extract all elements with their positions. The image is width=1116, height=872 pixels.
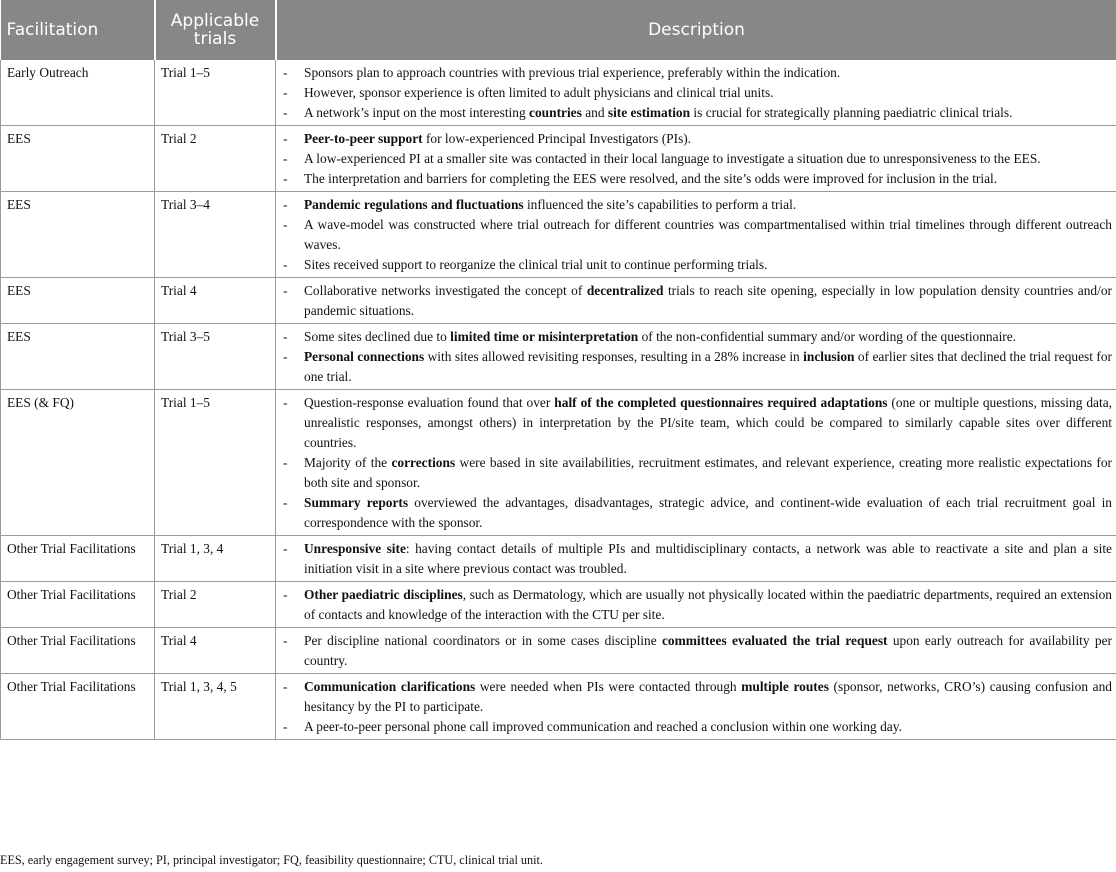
description-list: [282, 195, 1112, 275]
table-row: [1, 192, 1116, 278]
text-segment: However, sponsor experience is often limited to adult physicians and clinical trial units.: [304, 85, 774, 100]
text-segment: were needed when PIs were contacted through: [475, 679, 742, 694]
text-segment: is crucial for strategically planning paediatric clinical trials.: [690, 105, 1013, 120]
description-list: [282, 327, 1112, 387]
description-item: [282, 347, 1112, 387]
facilitation-cell: Other Trial Facilitations: [1, 536, 155, 582]
table-row: [1, 126, 1116, 192]
bullet-dash: -: [283, 455, 288, 470]
description-item: [282, 717, 1112, 737]
description-item: [282, 281, 1112, 321]
description-cell: [276, 126, 1116, 192]
facilitation-cell: EES: [1, 192, 155, 278]
bold-text: inclusion: [803, 349, 855, 364]
description-item: [282, 149, 1112, 169]
bullet-dash: -: [283, 587, 288, 602]
bold-text: site estimation: [607, 105, 691, 120]
text-segment: A wave-model was constructed where trial outreach for different countries was compartmentalised within trial timelines through different outreach waves.: [304, 217, 1112, 252]
applicable-trials-cell: Trial 4: [155, 278, 276, 324]
header-description: Description: [276, 0, 1116, 60]
description-cell: [276, 278, 1116, 324]
description-item: [282, 195, 1112, 215]
facilitation-cell: Other Trial Facilitations: [1, 674, 155, 740]
bullet-dash: -: [283, 719, 288, 734]
text-segment: The interpretation and barriers for completing the EES were resolved, and the site’s odds were improved for inclusion in the trial.: [304, 171, 998, 186]
bullet-dash: -: [283, 257, 288, 272]
table-header: [1, 0, 1116, 60]
applicable-trials-cell: Trial 1–5: [155, 60, 276, 126]
table-row: [1, 582, 1116, 628]
table-row: [1, 536, 1116, 582]
bullet-dash: -: [283, 329, 288, 344]
text-segment: Sites received support to reorganize the clinical trial unit to continue performing trials.: [304, 257, 768, 272]
bold-text: Summary reports: [304, 495, 409, 510]
header-applicable-trials: [155, 0, 276, 60]
text-segment: with sites allowed revisiting responses, resulting in a 28% increase in: [424, 349, 804, 364]
table-row: [1, 324, 1116, 390]
bold-text: multiple routes: [741, 679, 829, 694]
bullet-dash: -: [283, 283, 288, 298]
description-list: [282, 393, 1112, 533]
text-segment: Collaborative networks investigated the concept of: [304, 283, 587, 298]
text-segment: A low-experienced PI at a smaller site was contacted in their local language to investigate a situation due to unresponsiveness to the EES.: [304, 151, 1041, 166]
description-list: [282, 63, 1112, 123]
text-segment: , such as Dermatology, which are usually not physically located within the paediatric departments, required an extension of contacts and knowledge of the interaction with the CTU per site.: [304, 587, 1112, 622]
description-item: [282, 585, 1112, 625]
description-list: [282, 585, 1112, 625]
description-item: [282, 327, 1112, 347]
bold-text: Other paediatric disciplines: [304, 587, 463, 602]
description-item: [282, 83, 1112, 103]
table-row: [1, 278, 1116, 324]
bullet-dash: -: [283, 105, 288, 120]
description-cell: [276, 674, 1116, 740]
text-segment: A network’s input on the most interesting: [304, 105, 530, 120]
text-segment: Some sites declined due to: [304, 329, 451, 344]
bold-text: decentralized: [586, 283, 664, 298]
description-cell: [276, 390, 1116, 536]
header-row: [1, 0, 1116, 60]
bullet-dash: -: [283, 541, 288, 556]
header-applicable-trials-line2: trials: [193, 29, 237, 49]
description-list: [282, 539, 1112, 579]
table-footnote: EES, early engagement survey; PI, principal investigator; FQ, feasibility questionnaire; CTU, clinical trial unit.: [0, 853, 543, 867]
bold-text: committees evaluated the trial request: [661, 633, 888, 648]
description-item: [282, 129, 1112, 149]
description-list: [282, 281, 1112, 321]
facilitation-cell: EES: [1, 324, 155, 390]
facilitation-cell: Other Trial Facilitations: [1, 628, 155, 674]
description-item: [282, 453, 1112, 493]
bullet-dash: -: [283, 171, 288, 186]
facilitation-cell: EES: [1, 126, 155, 192]
description-cell: [276, 192, 1116, 278]
bullet-dash: -: [283, 131, 288, 146]
bold-text: limited time or misinterpretation: [450, 329, 639, 344]
text-segment: overviewed the advantages, disadvantages, strategic advice, and continent-wide evaluation of each trial recruitment goal in correspondence with the sponsor.: [304, 495, 1112, 530]
table-row: [1, 60, 1116, 126]
description-item: [282, 255, 1112, 275]
bold-text: Communication clarifications: [304, 679, 476, 694]
text-segment: Sponsors plan to approach countries with previous trial experience, preferably within the indication.: [304, 65, 841, 80]
bullet-dash: -: [283, 65, 288, 80]
text-segment: were based in site availabilities, recruitment estimates, and relevant experience, creating more realistic expectations for both site and sponsor.: [304, 455, 1113, 490]
bullet-dash: -: [283, 197, 288, 212]
header-facilitation: Facilitation: [1, 0, 155, 60]
bold-text: Pandemic regulations and fluctuations: [304, 197, 524, 212]
text-segment: upon early outreach for availability per country.: [304, 633, 1112, 668]
bold-text: Personal connections: [304, 349, 425, 364]
description-item: [282, 539, 1112, 579]
table-body: [1, 60, 1116, 740]
header-applicable-trials-line1: Applicable: [170, 11, 260, 31]
text-segment: A peer-to-peer personal phone call improved communication and reached a conclusion within one working day.: [304, 719, 902, 734]
applicable-trials-cell: Trial 3–4: [155, 192, 276, 278]
description-item: [282, 215, 1112, 255]
description-item: [282, 169, 1112, 189]
bold-text: half of the completed questionnaires required adaptations: [554, 395, 888, 410]
table-row: [1, 674, 1116, 740]
description-cell: [276, 628, 1116, 674]
facilitation-cell: EES: [1, 278, 155, 324]
bold-text: corrections: [391, 455, 456, 470]
bullet-dash: -: [283, 217, 288, 232]
text-segment: Majority of the: [304, 455, 392, 470]
facilitation-cell: Other Trial Facilitations: [1, 582, 155, 628]
text-segment: of the non-confidential summary and/or wording of the questionnaire.: [638, 329, 1017, 344]
text-segment: influenced the site’s capabilities to perform a trial.: [523, 197, 797, 212]
bullet-dash: -: [283, 85, 288, 100]
text-segment: trials to reach site opening, especially in low population density countries and/or pandemic situations.: [304, 283, 1113, 318]
bullet-dash: -: [283, 395, 288, 410]
text-segment: (sponsor, networks, CRO’s) causing confusion and hesitancy by the PI to participate.: [304, 679, 1112, 714]
text-segment: for low-experienced Principal Investigators (PIs).: [422, 131, 692, 146]
description-item: [282, 63, 1112, 83]
applicable-trials-cell: Trial 2: [155, 126, 276, 192]
text-segment: and: [581, 105, 608, 120]
description-item: [282, 103, 1112, 123]
table-row: [1, 390, 1116, 536]
bold-text: Peer-to-peer support: [304, 131, 423, 146]
bold-text: countries: [529, 105, 582, 120]
bullet-dash: -: [283, 633, 288, 648]
text-segment: : having contact details of multiple PIs and multidisciplinary contacts, a network was able to reactivate a site and plan a site initiation visit in a site where previous contact was troubled.: [304, 541, 1112, 576]
bullet-dash: -: [283, 349, 288, 364]
description-cell: [276, 582, 1116, 628]
bullet-dash: -: [283, 679, 288, 694]
bullet-dash: -: [283, 151, 288, 166]
bullet-dash: -: [283, 495, 288, 510]
bold-text: Unresponsive site: [304, 541, 406, 556]
description-cell: [276, 60, 1116, 126]
applicable-trials-cell: Trial 3–5: [155, 324, 276, 390]
description-cell: [276, 536, 1116, 582]
text-segment: (one or multiple questions, missing data, unrealistic responses, amongst others) in interpretation by the PI/site team, which could be compared to similarly capable sites over different countries.: [304, 395, 1112, 450]
applicable-trials-cell: Trial 2: [155, 582, 276, 628]
description-item: [282, 493, 1112, 533]
applicable-trials-cell: Trial 4: [155, 628, 276, 674]
table-row: [1, 628, 1116, 674]
description-cell: [276, 324, 1116, 390]
applicable-trials-cell: Trial 1–5: [155, 390, 276, 536]
facilitation-cell: EES (& FQ): [1, 390, 155, 536]
description-list: [282, 631, 1112, 671]
text-segment: Per discipline national coordinators or in some cases discipline: [304, 633, 662, 648]
facilitation-cell: Early Outreach: [1, 60, 155, 126]
text-segment: of earlier sites that declined the trial request for one trial.: [304, 349, 1112, 384]
description-list: [282, 129, 1112, 189]
description-item: [282, 677, 1112, 717]
text-segment: Question-response evaluation found that over: [304, 395, 555, 410]
description-item: [282, 631, 1112, 671]
applicable-trials-cell: Trial 1, 3, 4, 5: [155, 674, 276, 740]
description-item: [282, 393, 1112, 453]
applicable-trials-cell: Trial 1, 3, 4: [155, 536, 276, 582]
description-list: [282, 677, 1112, 737]
